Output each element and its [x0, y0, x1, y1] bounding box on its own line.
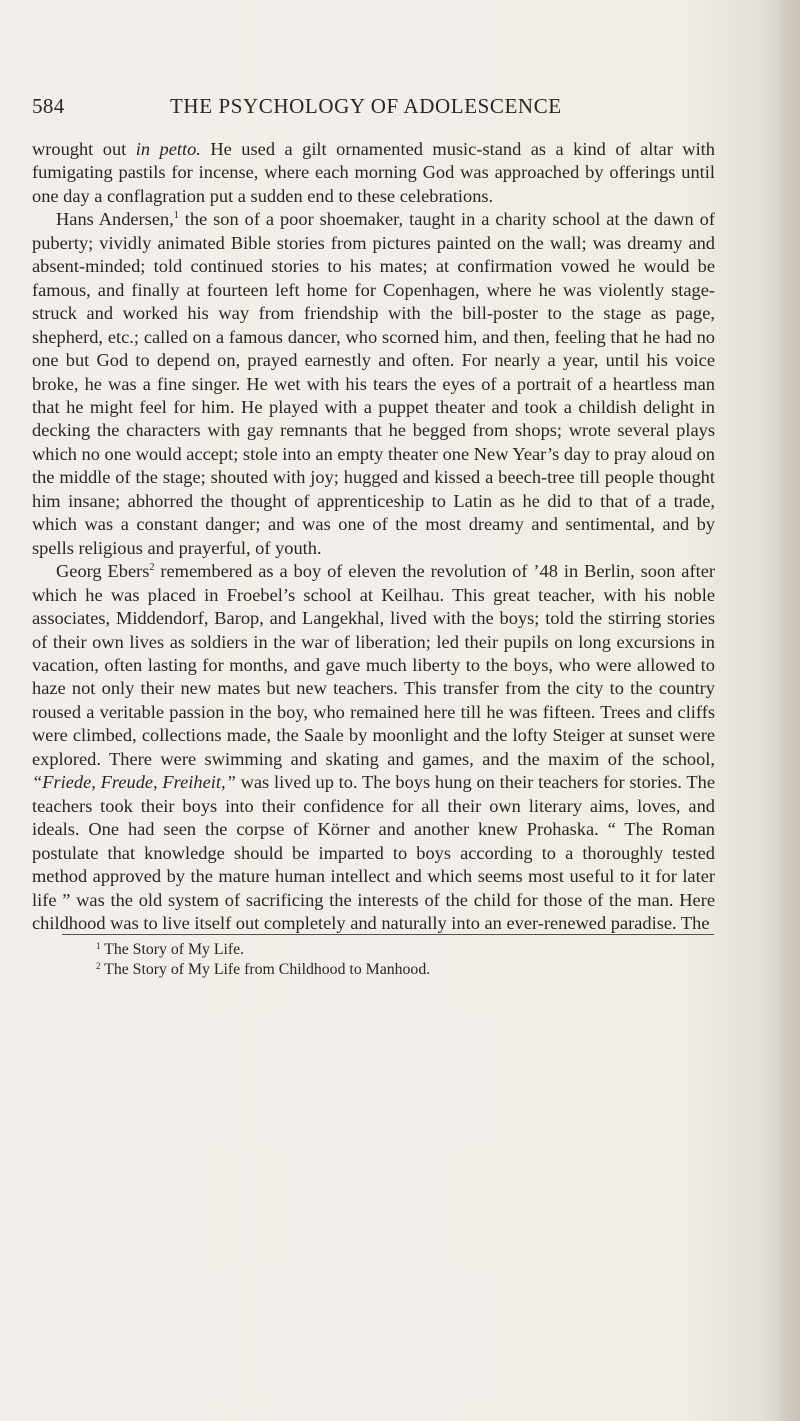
paragraph-text: was lived up to. The boys hung on their teachers for stories. The teachers took their boys into their confidence for all their own literary aims, loves, and ideals. One had seen the corpse of Körner and another knew Prohaska. “ The Roman postulate that knowledge should be imparted to boys according to a thoroughly tested method approved by the mature human intellect and which seems most useful to it for later life ” was the old system of sacrificing the interests of the child for those of the man. Here childhood was to live itself out completely and naturally into an ever-renewed paradise. The [32, 772, 715, 933]
paragraph-1 [32, 138, 715, 208]
italic-phrase: “Friede, Freude, Freiheit,” [32, 772, 236, 793]
body-text [32, 138, 715, 935]
paragraph-3 [32, 560, 715, 935]
page-number: 584 [32, 94, 65, 118]
footnotes [96, 940, 716, 980]
paragraph-text: the son of a poor shoemaker, taught in a charity school at the dawn of puberty; vividly animated Bible stories from pictures painted on the wall; was dreamy and absent-minded; told continued stories to his mates; at confirmation vowed he would be famous, and finally at fourteen left home for Copenhagen, where he was violently stage-struck and worked his way from friendship with the bill-poster to the stage as page, shepherd, etc.; called on a famous dancer, who scorned him, and then, feeling that he had no one but God to depend on, prayed earnestly and often. For nearly a year, until his voice broke, he was a fine singer. He wet with his tears the eyes of a portrait of a heartless man that he might feel for him. He played with a puppet theater and took a childish delight in decking the characters with gay remnants that he begged from shops; wrote several plays which no one would accept; stole into an empty theater one New Year’s day to pray aloud on the middle of the stage; shouted with joy; hugged and kissed a beech-tree till people thought him insane; abhorred the thought of apprenticeship to Latin as he did to that of a trade, which was a constant danger; and was one of the most dreamy and sentimental, and by spells religious and prayerful, of youth. [32, 209, 716, 558]
footnote-ref: 1 [173, 210, 179, 222]
italic-phrase: in petto. [135, 139, 201, 159]
footnote-2 [96, 960, 716, 980]
running-title: THE PSYCHOLOGY OF ADOLESCENCE [170, 94, 562, 118]
running-header [32, 94, 732, 128]
paragraph-lead: Hans Andersen, [56, 209, 174, 230]
footnote-1 [96, 940, 716, 960]
footnote-mark: 1 [96, 941, 101, 951]
paragraph-lead: Georg Ebers [56, 561, 150, 582]
footnote-text: The Story of My Life. [104, 941, 245, 958]
paragraph-text: wrought out [32, 139, 136, 159]
footnote-text: The Story of My Life from Childhood to Manhood. [104, 961, 431, 978]
paragraph-text: remembered as a boy of eleven the revolution of ’48 in Berlin, soon after which he was placed in Froebel’s school at Keilhau. This great teacher, with his noble associates, Middendorf, Barop, and Langekhal, lived with the boys; told the stirring stories of their own lives as soldiers in the war of liberation; led their pupils on long excursions in vacation, often lasting for months, and gave much liberty to the boys, who were allowed to haze not only their new mates but new teachers. This transfer from the city to the country roused a veritable passion in the boy, who remained here till he was fifteen. Trees and cliffs were climbed, collections made, the Saale by moonlight and the lofty Steiger at sunset were explored. There were swimming and skating and games, and the maxim of the school, [32, 561, 715, 769]
footnote-rule [62, 934, 714, 935]
paragraph-2 [32, 208, 715, 560]
footnote-ref: 2 [149, 562, 155, 574]
footnote-mark: 2 [96, 961, 101, 971]
paragraph-text: He used a gilt ornamented music-stand as a kind of altar with fumigating pastils for incense, where each morning God was approached by offerings until one day a conflagration put a sudden end to these celebrations. [32, 139, 715, 206]
page-edge-shadow [778, 0, 800, 1421]
